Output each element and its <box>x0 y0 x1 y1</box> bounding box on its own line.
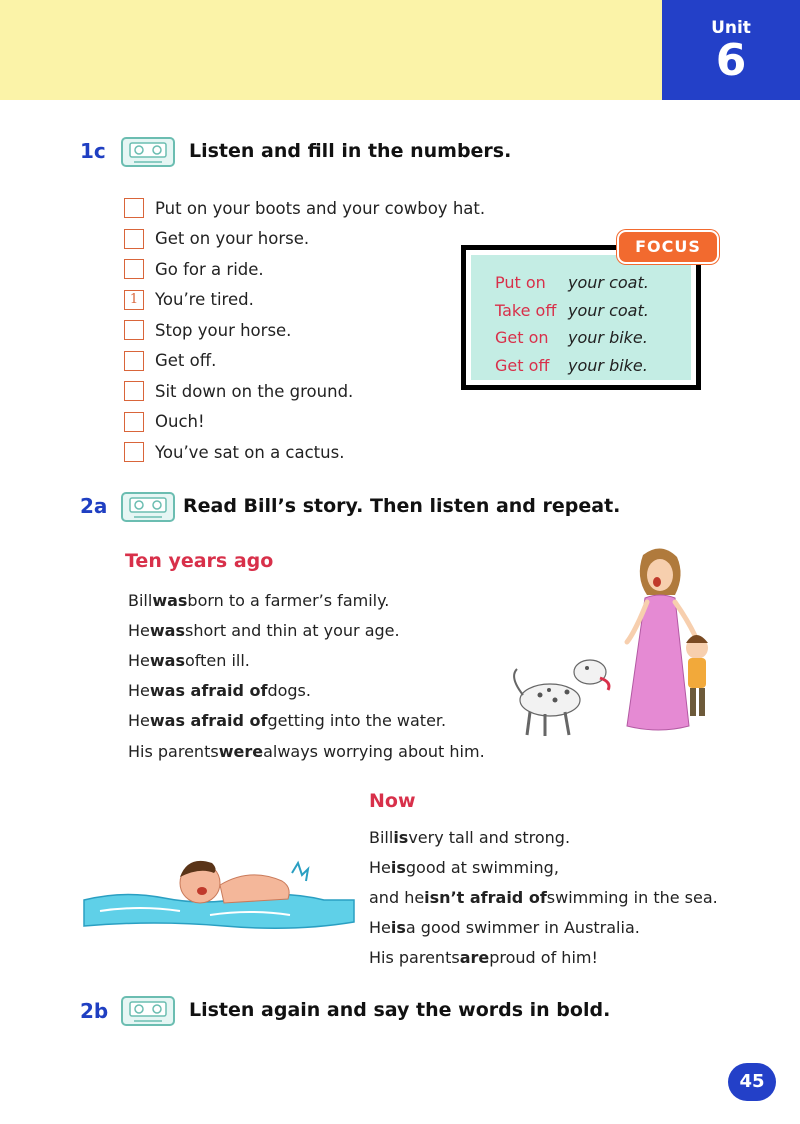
story-line: He was afraid of getting into the water. <box>128 711 447 731</box>
item-text: You’ve sat on a cactus. <box>155 442 345 462</box>
answer-box[interactable] <box>124 381 144 401</box>
bold-word: was afraid of <box>149 681 268 701</box>
bold-word: is <box>393 827 409 847</box>
list-item <box>124 285 485 316</box>
story-line: He was afraid of dogs. <box>128 681 311 701</box>
answer-box[interactable] <box>124 412 144 432</box>
answer-box[interactable] <box>124 351 144 371</box>
focus-box <box>461 245 701 390</box>
answer-box[interactable] <box>124 442 144 462</box>
item-text: Get on your horse. <box>155 229 310 249</box>
bold-word: isn’t afraid of <box>424 887 547 907</box>
section-code-2a: 2a <box>80 494 108 518</box>
focus-badge: FOCUS <box>617 230 719 264</box>
bold-word: is <box>390 918 406 938</box>
story-line: He is good at swimming, <box>369 857 559 877</box>
list-item <box>124 346 485 377</box>
list-item <box>124 407 485 438</box>
swimmer-illustration <box>80 845 360 935</box>
focus-object: your bike. <box>568 355 648 375</box>
story-now-heading: Now <box>369 790 416 812</box>
focus-verb: Get off <box>495 355 550 375</box>
unit-label: Unit <box>711 18 751 38</box>
focus-verb: Get on <box>495 328 549 348</box>
item-text: Ouch! <box>155 412 205 432</box>
section-code-2b: 2b <box>80 999 109 1023</box>
focus-row <box>495 297 691 325</box>
item-text: Go for a ride. <box>155 259 264 279</box>
bold-word: were <box>218 741 264 761</box>
bold-word: was afraid of <box>149 711 268 731</box>
list-item <box>124 315 485 346</box>
story-past-heading: Ten years ago <box>125 550 274 572</box>
unit-number: 6 <box>715 35 747 86</box>
item-text: Sit down on the ground. <box>155 381 354 401</box>
bold-word: was <box>149 620 185 640</box>
story-line: His parents are proud of him! <box>369 948 598 968</box>
focus-object: your bike. <box>568 328 648 348</box>
mother-boy-dog-illustration <box>505 540 730 740</box>
bold-word: was <box>152 590 188 610</box>
focus-row <box>495 324 691 352</box>
item-text: Get off. <box>155 351 217 371</box>
focus-object: your coat. <box>568 273 649 293</box>
story-line: He is a good swimmer in Australia. <box>369 918 640 938</box>
story-line: and he isn’t afraid of swimming in the sea. <box>369 887 718 907</box>
section-title-2b: Listen again and say the words in bold. <box>189 999 611 1021</box>
focus-row <box>495 352 691 380</box>
story-line: His parents were always worrying about him. <box>128 741 485 761</box>
cassette-icon[interactable] <box>120 993 176 1029</box>
answer-box[interactable] <box>124 198 144 218</box>
unit-tab <box>662 0 800 100</box>
bold-word: are <box>459 948 490 968</box>
answer-box[interactable] <box>124 320 144 340</box>
list-item <box>124 437 485 468</box>
numbering-list <box>124 193 485 468</box>
story-past-lines <box>128 585 485 766</box>
cassette-icon[interactable] <box>120 134 176 170</box>
answer-box[interactable] <box>124 259 144 279</box>
item-text: You’re tired. <box>155 290 254 310</box>
item-text: Stop your horse. <box>155 320 292 340</box>
focus-row <box>495 269 691 297</box>
header-band <box>0 0 662 100</box>
bold-word: was <box>149 650 185 670</box>
story-line: He was short and thin at your age. <box>128 620 400 640</box>
focus-object: your coat. <box>568 300 649 320</box>
answer-box[interactable] <box>124 229 144 249</box>
focus-verb: Take off <box>495 300 557 320</box>
cassette-icon[interactable] <box>120 489 176 525</box>
list-item <box>124 376 485 407</box>
story-now-lines <box>369 822 718 973</box>
section-code-1c: 1c <box>80 139 106 163</box>
page-number: 45 <box>728 1063 776 1101</box>
section-title-1c: Listen and fill in the numbers. <box>189 140 512 162</box>
list-item <box>124 193 485 224</box>
story-line: He was often ill. <box>128 650 250 670</box>
focus-verb: Put on <box>495 273 546 293</box>
list-item <box>124 224 485 255</box>
section-title-2a: Read Bill’s story. Then listen and repeat. <box>183 495 621 517</box>
story-line: Bill was born to a farmer’s family. <box>128 590 390 610</box>
story-line: Bill is very tall and strong. <box>369 827 571 847</box>
item-text: Put on your boots and your cowboy hat. <box>155 198 486 218</box>
list-item <box>124 254 485 285</box>
answer-box[interactable]: 1 <box>124 290 144 310</box>
bold-word: is <box>390 857 406 877</box>
